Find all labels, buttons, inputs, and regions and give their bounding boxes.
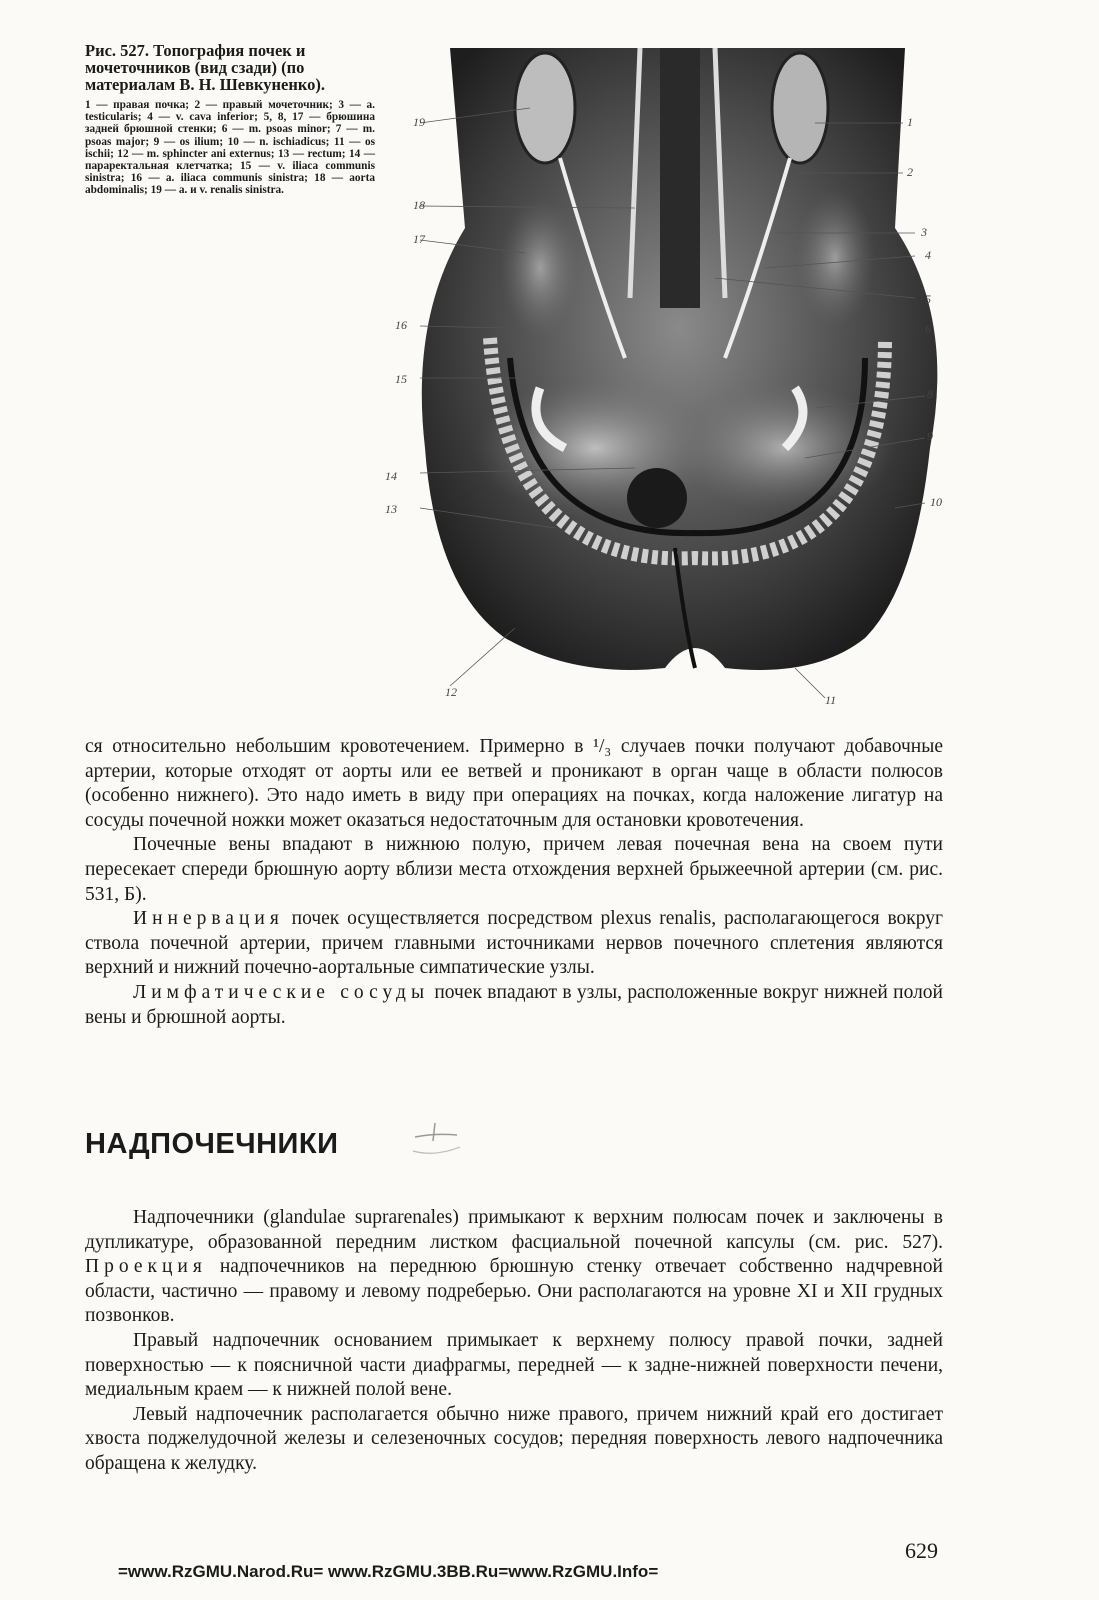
paragraph-4: Лимфатические сосуды почек впадают в узлы, расположенные вокруг нижней полой вены и брюшной аорты. — [85, 981, 943, 1028]
term-innervation: Иннервация — [133, 908, 284, 930]
label-6: 6 — [925, 322, 931, 336]
label-3: 3 — [921, 225, 927, 239]
label-9: 9 — [927, 429, 933, 443]
footer-watermark: =www.RzGMU.Narod.Ru= www.RzGMU.3BB.Ru=www.RzGMU.Info= — [118, 1562, 659, 1581]
figure-caption — [85, 42, 375, 197]
label-2: 2 — [907, 165, 913, 179]
term-lymphatic: Лимфатические сосуды — [133, 981, 430, 1003]
label-10: 10 — [930, 495, 942, 509]
page-number: 629 — [905, 1538, 938, 1563]
anatomical-figure — [385, 28, 995, 718]
label-4: 4 — [925, 248, 931, 262]
adrenal-text-block — [85, 1206, 943, 1477]
label-12: 12 — [445, 685, 457, 699]
label-17: 17 — [413, 232, 425, 246]
pen-mark-icon — [405, 1115, 465, 1165]
figure-caption-legend: 1 — правая почка; 2 — правый мочеточник; 3 — a. testicularis; 4 — v. cava inferior; 5, 8, 17 — брюшина задней брюшной стенки; 6 — m. psoas minor; 7 — m. psoas major; 9 — os ilium; 10 — n. ischiadicus; 11 — os ischii; 12 — m. sphincter ani externus; 13 — rectum; 14 — параректальная клетчатка; 15 — v. iliaca communis sinistra; 16 — a. iliaca communis sinistra; 18 — aorta abdominalis; 19 — a. и v. renalis sinistra. — [85, 99, 375, 197]
label-1: 1 — [907, 115, 913, 129]
paragraph-7: Левый надпочечник располагается обычно ниже правого, причем нижний край его достигает хвоста поджелудочной железы и селезеночных сосудов; передняя поверхность левого надпочечника обращена к желудку. — [85, 1403, 943, 1474]
label-11: 11 — [825, 693, 837, 707]
term-projection: Проекция — [85, 1256, 207, 1278]
anatomical-illustration — [385, 28, 995, 718]
label-8: 8 — [927, 387, 933, 401]
paragraph-3: Иннервация почек осуществляется посредством plexus renalis, располагающегося вокруг ствола почечной артерии, причем главными источниками нервов почечного сплетения являются верхний и нижний почечно-аортальные симпатические узлы. — [85, 908, 943, 979]
main-text-block — [85, 735, 943, 1030]
paragraph-6: Правый надпочечник основанием примыкает к верхнему полюсу правой почки, задней поверхностью — к поясничной части диафрагмы, передней — к задне-нижней поверхности печени, медиальным краем — к нижней полой вене. — [85, 1329, 943, 1401]
figure-caption-title: Рис. 527. Топография почек и мочеточников (вид сзади) (по материалам В. Н. Шевкуненко). — [85, 41, 326, 94]
label-13: 13 — [385, 502, 397, 516]
paragraph-5: Надпочечники (glandulae suprarenales) примыкают к верхним полюсам почек и заключены в дупликатуре, образованной передним листком фасциальной почечной капсулы (см. рис. 527). Проекция надпочечников на переднюю брюшную стенку отвечает собственно надчревной области, частично — правому и левому подреберью. Они располагаются на уровне XI и XII грудных позвонков. — [85, 1207, 943, 1327]
label-16: 16 — [395, 318, 407, 332]
label-14: 14 — [385, 469, 397, 483]
label-15: 15 — [395, 372, 407, 386]
label-5: 5 — [925, 292, 931, 306]
paragraph-2: Почечные вены впадают в нижнюю полую, причем левая почечная вена на своем пути пересекает спереди брюшную аорту вблизи места отхождения верхней брыжеечной артерии (см. рис. 531, Б). — [85, 834, 943, 905]
section-heading: НАДПОЧЕЧНИКИ — [85, 1128, 339, 1160]
label-18: 18 — [413, 198, 425, 212]
paragraph-1: ся относительно небольшим кровотечением. Примерно в ¹/₃ случаев почки получают добавочные артерии, которые отходят от аорты или ее ветвей и проникают в орган чаще в области полюсов (особенно нижнего). Это надо иметь в виду при операциях на почках, когда наложение лигатур на сосуды почечной ножки может оказаться недостаточным для остановки кровотечения. — [85, 736, 943, 831]
label-19: 19 — [413, 115, 425, 129]
